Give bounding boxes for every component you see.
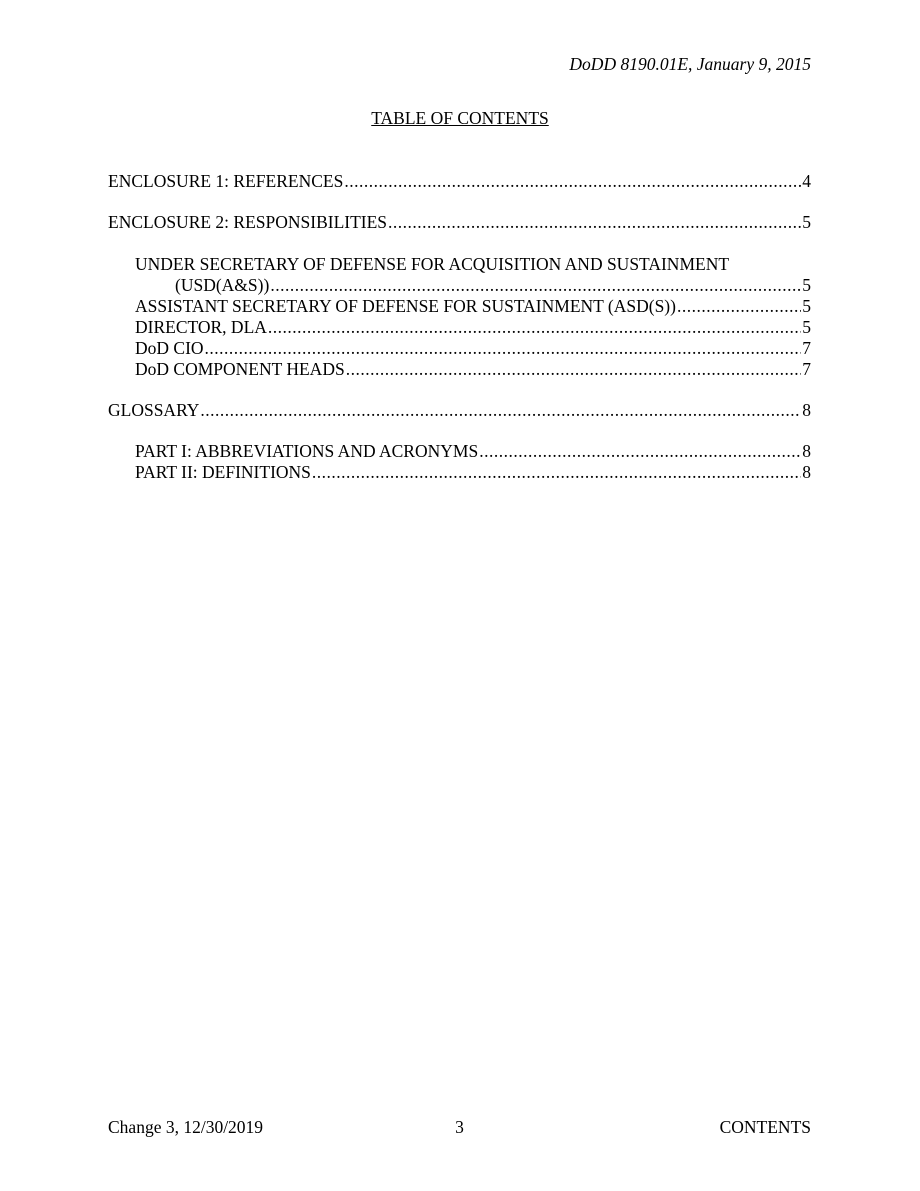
toc-entry-glossary[interactable] <box>108 400 811 420</box>
toc-entry-asd[interactable] <box>135 296 811 316</box>
toc-entry-page: 5 <box>802 317 811 337</box>
toc-entry-page: 5 <box>802 296 811 316</box>
toc-entry-label: PART II: DEFINITIONS <box>135 462 311 482</box>
toc-entry-label: (USD(A&S)) <box>175 275 270 295</box>
toc-leader-dots <box>200 400 801 420</box>
toc-entry-component-heads[interactable] <box>135 359 811 379</box>
toc-entry-label: ENCLOSURE 1: REFERENCES <box>108 171 344 191</box>
toc-entry-dod-cio[interactable] <box>135 338 811 358</box>
toc-entry-enclosure-1[interactable] <box>108 171 811 191</box>
toc-entry-page: 5 <box>802 212 811 232</box>
toc-leader-dots <box>388 212 801 232</box>
toc-entry-usd[interactable] <box>175 275 811 295</box>
toc-entry-page: 8 <box>802 462 811 482</box>
toc-leader-dots <box>270 275 801 295</box>
toc-entry-page: 7 <box>802 338 811 358</box>
toc-title-text: TABLE OF CONTENTS <box>371 108 549 128</box>
toc-leader-dots <box>677 296 801 316</box>
toc-entry-label: GLOSSARY <box>108 400 200 420</box>
toc-entry-part-1[interactable] <box>135 441 811 461</box>
document-header: DoDD 8190.01E, January 9, 2015 <box>569 54 811 74</box>
toc-entry-director-dla[interactable] <box>135 317 811 337</box>
toc-entry-part-2[interactable] <box>135 462 811 482</box>
toc-entry-label: DIRECTOR, DLA <box>135 317 267 337</box>
footer-change: Change 3, 12/30/2019 <box>108 1117 264 1137</box>
toc-entry-page: 8 <box>802 400 811 420</box>
toc-entry-label: ENCLOSURE 2: RESPONSIBILITIES <box>108 212 388 232</box>
toc-leader-dots <box>479 441 801 461</box>
toc-entry-label: DoD COMPONENT HEADS <box>135 359 345 379</box>
toc-entry-page: 4 <box>802 171 811 191</box>
toc-title <box>0 108 920 129</box>
toc-entry-label: DoD CIO <box>135 338 204 358</box>
footer-section: CONTENTS <box>719 1117 811 1137</box>
toc-entry-label: ASSISTANT SECRETARY OF DEFENSE FOR SUSTAINMENT (ASD(S)) <box>135 296 676 316</box>
toc-leader-dots <box>344 171 801 191</box>
toc-entry-label: PART I: ABBREVIATIONS AND ACRONYMS <box>135 441 479 461</box>
toc-entry-usd-line1[interactable]: UNDER SECRETARY OF DEFENSE FOR ACQUISITION AND SUSTAINMENT <box>135 254 730 274</box>
toc-entry-page: 7 <box>802 359 811 379</box>
toc-entry-page: 5 <box>802 275 811 295</box>
toc-entry-enclosure-2[interactable] <box>108 212 811 232</box>
toc-leader-dots <box>312 462 801 482</box>
toc-leader-dots <box>346 359 802 379</box>
toc-entry-page: 8 <box>802 441 811 461</box>
footer-page-number: 3 <box>455 1117 464 1137</box>
toc-leader-dots <box>205 338 802 358</box>
toc-leader-dots <box>268 317 801 337</box>
